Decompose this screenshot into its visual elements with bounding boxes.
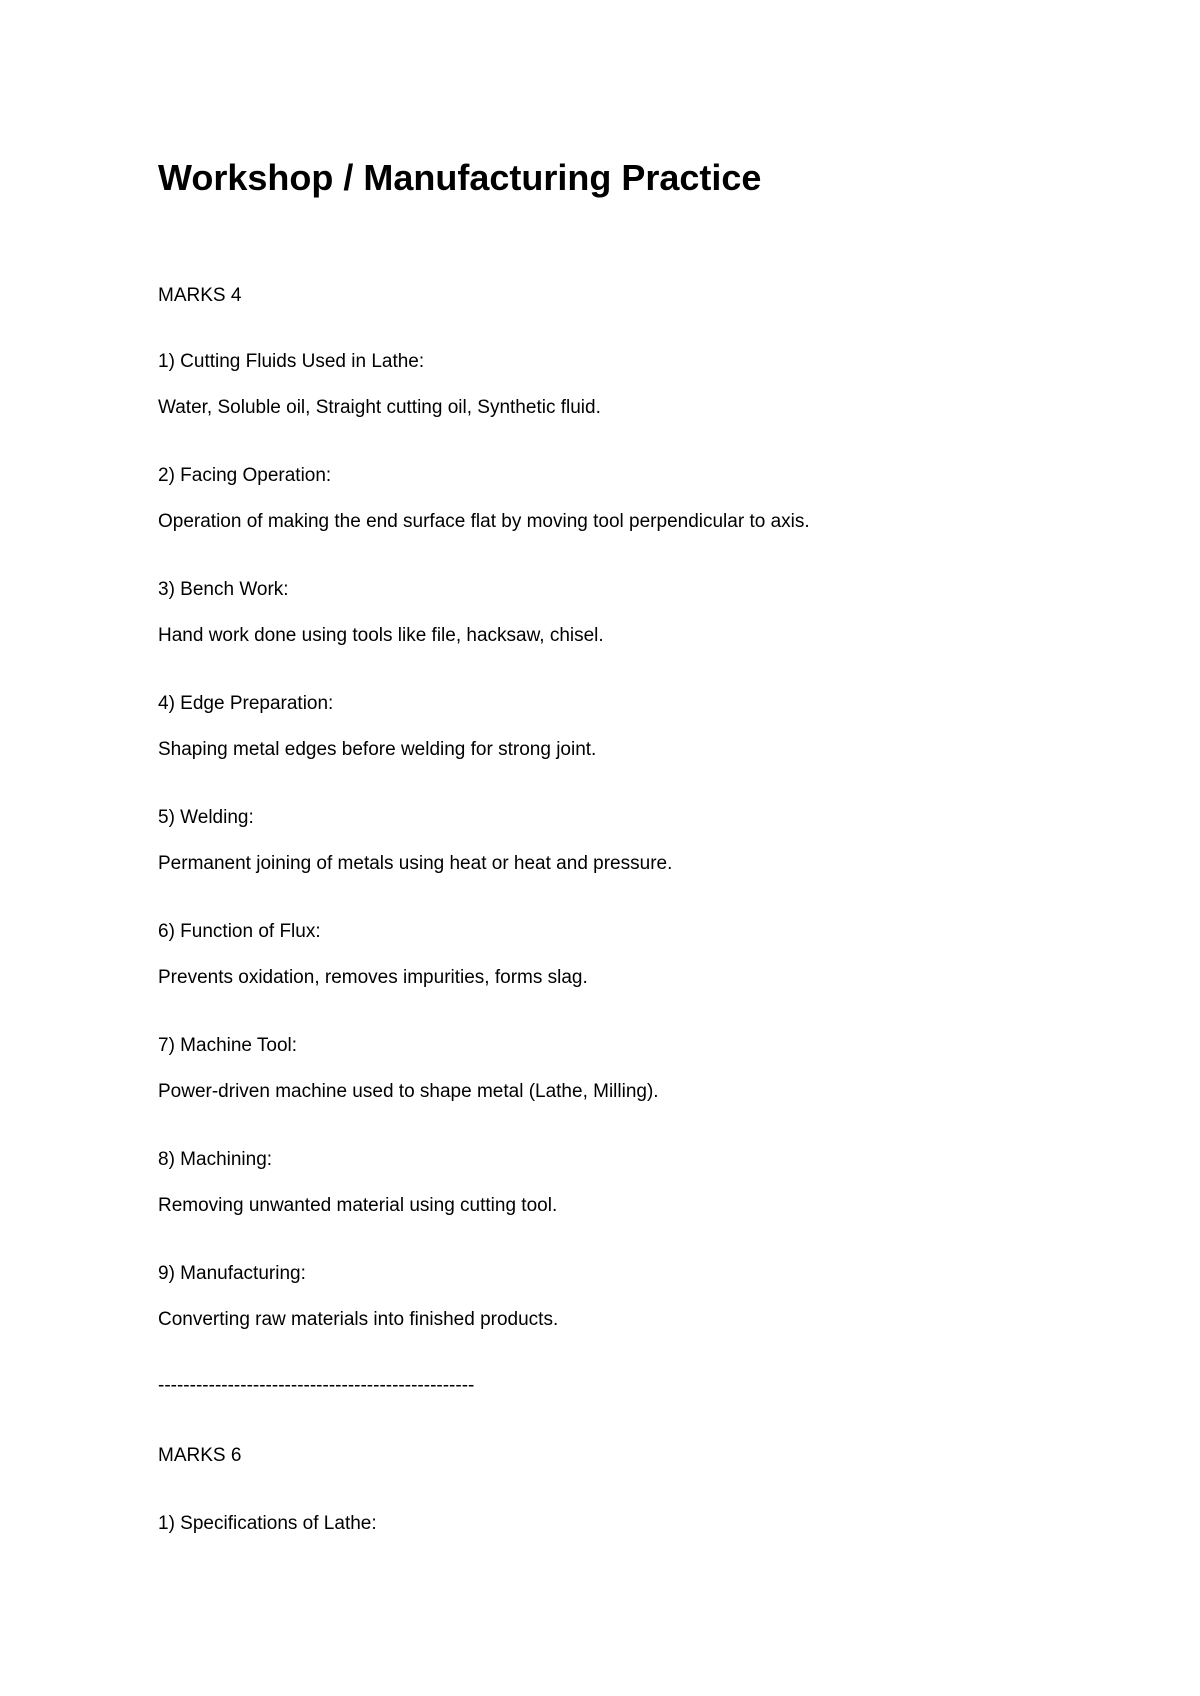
item-2-body: Operation of making the end surface flat by moving tool perpendicular to axis.: [158, 511, 810, 532]
marks6-item-1-heading: 1) Specifications of Lathe:: [158, 1513, 377, 1534]
document-title: Workshop / Manufacturing Practice: [158, 157, 762, 198]
item-6-heading: 6) Function of Flux:: [158, 921, 321, 942]
marks4-heading: MARKS 4: [158, 285, 242, 306]
document-page: [158, 0, 1138, 1696]
item-1-body: Water, Soluble oil, Straight cutting oil, Synthetic fluid.: [158, 397, 601, 418]
item-9-heading: 9) Manufacturing:: [158, 1263, 306, 1284]
marks6-heading: MARKS 6: [158, 1445, 242, 1466]
item-3-body: Hand work done using tools like file, hacksaw, chisel.: [158, 625, 604, 646]
item-3-heading: 3) Bench Work:: [158, 579, 289, 600]
item-7-heading: 7) Machine Tool:: [158, 1035, 298, 1056]
item-1-heading: 1) Cutting Fluids Used in Lathe:: [158, 351, 425, 372]
item-4-heading: 4) Edge Preparation:: [158, 693, 334, 714]
item-9-body: Converting raw materials into finished products.: [158, 1309, 559, 1330]
item-4-body: Shaping metal edges before welding for strong joint.: [158, 739, 597, 760]
item-8-body: Removing unwanted material using cutting tool.: [158, 1195, 558, 1216]
section-separator: --------------------------------------------------: [158, 1375, 475, 1396]
item-5-heading: 5) Welding:: [158, 807, 254, 828]
item-6-body: Prevents oxidation, removes impurities, forms slag.: [158, 967, 588, 988]
item-2-heading: 2) Facing Operation:: [158, 465, 332, 486]
item-5-body: Permanent joining of metals using heat or heat and pressure.: [158, 853, 673, 874]
item-8-heading: 8) Machining:: [158, 1149, 273, 1170]
item-7-body: Power-driven machine used to shape metal (Lathe, Milling).: [158, 1081, 659, 1102]
